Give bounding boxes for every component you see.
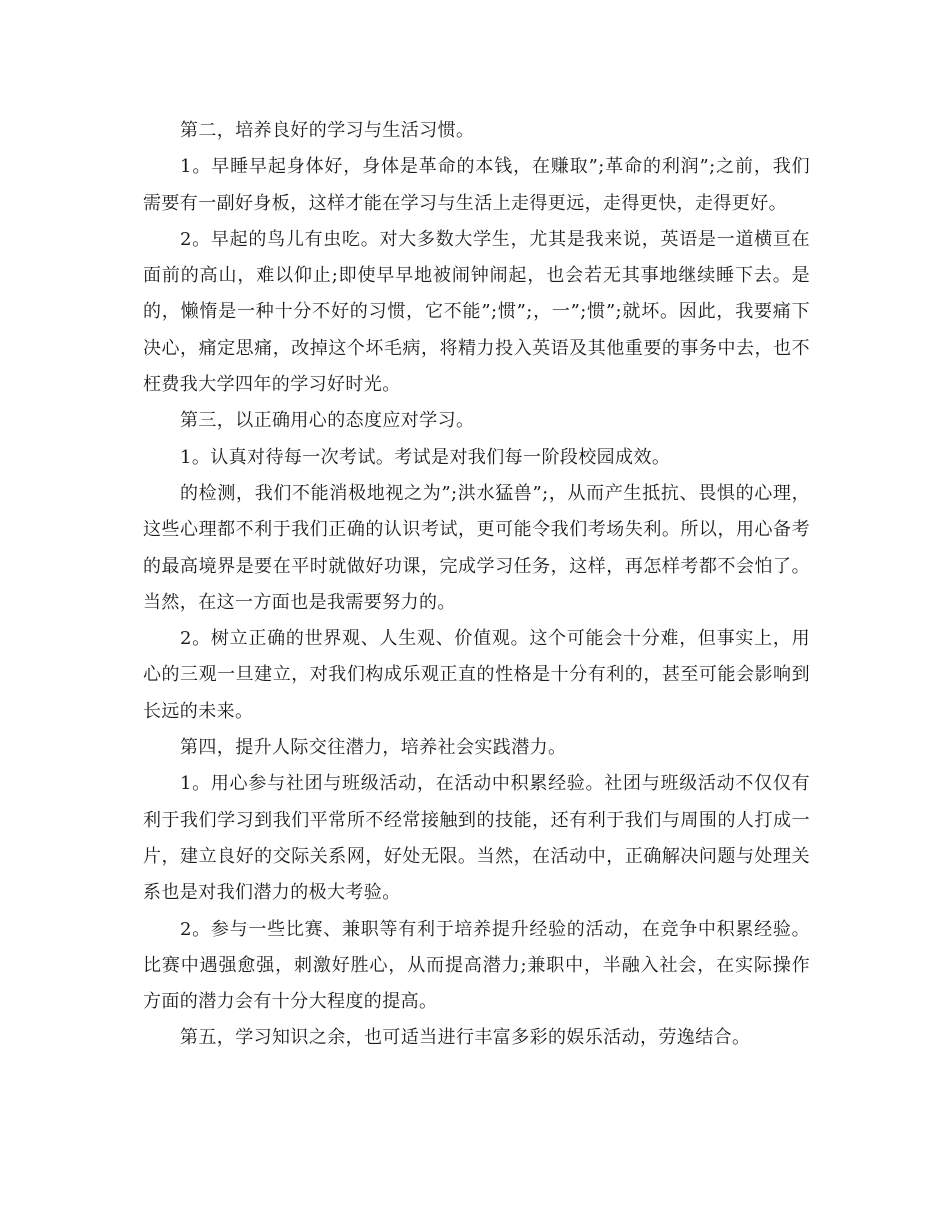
document-body [143,113,810,1057]
paragraph-heading-attitude: 第三，以正确用心的态度应对学习。 [180,410,475,432]
paragraph-early-bird: 2。早起的鸟儿有虫吃。对大多数大学生，尤其是我来说，英语是一道横亘在面前的高山，难以仰止;即使早早地被闹钟闹起，也会若无其事地继续睡下去。是的，懒惰是一种十分不好的习惯，它不能”;惯”;，一”;惯”;就坏。因此，我要痛下决心，痛定思痛，改掉这个坏毛病，将精力投入英语及其他重要的事务中去，也不枉费我大学四年的学习好时光。 [143,228,810,396]
paragraph-competitions: 2。参与一些比赛、兼职等有利于培养提升经验的活动，在竞争中积累经验。比赛中遇强愈强，刺激好胜心，从而提高潜力;兼职中，半融入社会，在实际操作方面的潜力会有十分大程度的提高。 [143,918,810,1013]
paragraph-heading-social: 第四，提升人际交往潜力，培养社会实践潜力。 [180,737,567,759]
paragraph-exam-detail: 的检测，我们不能消极地视之为”;洪水猛兽”;，从而产生抵抗、畏惧的心理，这些心理都不利于我们正确的认识考试，更可能令我们考场失利。所以，用心备考的最高境界是要在平时就做好功课，完成学习任务，这样，再怎样考都不会怕了。当然，在这一方面也是我需要努力的。 [143,482,810,613]
paragraph-exams: 1。认真对待每一次考试。考试是对我们每一阶段校园成效。 [180,446,671,468]
paragraph-early-sleep: 1。早睡早起身体好，身体是革命的本钱，在赚取”;革命的利润”;之前，我们需要有一副好身板，这样才能在学习与生活上走得更远，走得更快，走得更好。 [143,156,810,214]
paragraph-heading-leisure: 第五，学习知识之余，也可适当进行丰富多彩的娱乐活动，劳逸结合。 [180,1027,751,1049]
paragraph-worldview: 2。树立正确的世界观、人生观、价值观。这个可能会十分难，但事实上，用心的三观一旦建立，对我们构成乐观正直的性格是十分有利的，甚至可能会影响到长远的未来。 [143,628,810,722]
paragraph-heading-habits: 第二，培养良好的学习与生活习惯。 [180,120,475,141]
paragraph-clubs: 1。用心参与社团与班级活动，在活动中积累经验。社团与班级活动不仅仅有利于我们学习到我们平常所不经常接触到的技能，还有利于我们与周围的人打成一片，建立良好的交际关系网，好处无限。当然，在活动中，正确解决问题与处理关系也是对我们潜力的极大考验。 [143,773,810,904]
